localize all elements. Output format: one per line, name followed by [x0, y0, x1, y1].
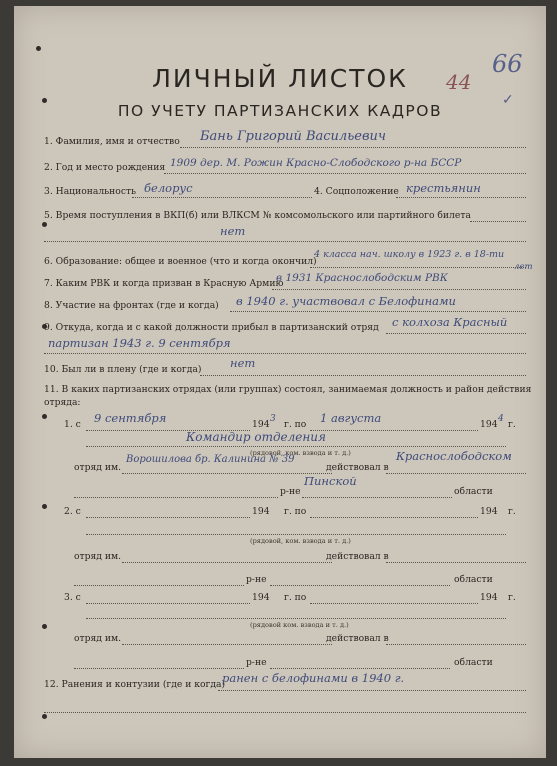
field-line [86, 517, 250, 518]
entry-year-prefix: 194 [480, 592, 498, 603]
entry-year-to: 4 [498, 414, 504, 424]
field-value-conscription: в 1931 Краснослободским РВК [276, 272, 448, 284]
archive-number: 66 [492, 50, 523, 78]
entry-separator: г. по [284, 506, 307, 517]
entry-region: Пинской [304, 474, 357, 488]
field-line [386, 562, 526, 563]
field-label-fronts: 8. Участие на фронтах (где и когда) [44, 300, 219, 311]
entry-oblast-label: области [454, 574, 493, 585]
entry-position: Командир отделения [186, 430, 326, 444]
punch-hole [42, 714, 47, 719]
field-label-birth: 2. Год и место рождения [44, 162, 166, 173]
field-value-party: нет [220, 224, 246, 238]
entry-unit-label: отряд им. [74, 633, 122, 644]
field-line [44, 353, 526, 354]
corner-mark: 44 [446, 70, 472, 94]
entry-year-prefix: 194 [480, 506, 498, 517]
entry-district: Краснослободском [396, 449, 512, 463]
field-line [122, 562, 332, 563]
field-line [122, 473, 332, 474]
entry-acted-label: действовал в [326, 633, 389, 644]
field-line [180, 147, 526, 148]
field-line [74, 668, 244, 669]
field-line [270, 668, 450, 669]
field-line [44, 712, 526, 713]
field-label-conscription: 7. Каким РВК и когда призван в Красную Армию [44, 278, 284, 289]
field-label-arrival: 9. Откуда, когда и с какой должности прибыл в партизанский отряд [44, 322, 379, 333]
field-line [386, 473, 526, 474]
punch-hole [42, 624, 47, 629]
entry-rayon-label: р-не [280, 486, 301, 497]
entry-from-date: 9 сентября [94, 411, 167, 425]
field-label-wounds: 12. Ранения и контузии (где и когда) [44, 679, 226, 690]
field-value-birth: 1909 дер. М. Рожин Красно-Слободского р-на БССР [170, 157, 462, 169]
field-label-social: 4. Соцположение [314, 186, 399, 197]
field-value-education-cont: лет [514, 262, 533, 272]
field-value-name: Бань Григорий Васильевич [200, 129, 387, 144]
entry-unit-label: отряд им. [74, 462, 122, 473]
entry-number: 1. с [64, 419, 81, 430]
field-line [86, 603, 250, 604]
entry-position-caption: (рядовой, ком. взвода и т. д.) [250, 537, 351, 545]
punch-hole [42, 222, 47, 227]
field-line [272, 289, 526, 290]
entry-year-prefix: 194 [252, 592, 270, 603]
entry-year-prefix: 194 [252, 506, 270, 517]
entry-number: 3. с [64, 592, 81, 603]
field-line [386, 644, 526, 645]
field-label-units: 11. В каких партизанских отрядах (или группах) состоял, занимаемая должность и район действия [44, 384, 532, 395]
field-line [74, 497, 278, 498]
document-page [14, 6, 546, 758]
entry-acted-label: действовал в [326, 551, 389, 562]
entry-separator: г. по [284, 592, 307, 603]
field-value-arrival: с колхоза Красный [392, 315, 508, 329]
field-label-name: 1. Фамилия, имя и отчество [44, 136, 180, 147]
field-label-captivity: 10. Был ли в плену (где и когда) [44, 364, 202, 375]
entry-year-suffix: г. [508, 592, 516, 603]
field-value-social: крестьянин [406, 181, 481, 195]
field-label-education: 6. Образование: общее и военное (что и когда окончил) [44, 256, 317, 267]
field-value-fronts: в 1940 г. участвовал с Белофинами [236, 294, 456, 308]
field-value-wounds: ранен с белофинами в 1940 г. [222, 671, 405, 685]
field-line [386, 333, 526, 334]
entry-oblast-label: области [454, 486, 493, 497]
field-line [470, 221, 526, 222]
field-line [310, 517, 478, 518]
field-line [396, 197, 526, 198]
document-subtitle: ПО УЧЕТУ ПАРТИЗАНСКИХ КАДРОВ [117, 102, 443, 120]
field-value-education: 4 класса нач. школу в 1923 г. в 18-ти [314, 249, 505, 260]
field-line [86, 618, 506, 619]
field-line [200, 375, 526, 376]
field-line [270, 585, 450, 586]
punch-hole [42, 504, 47, 509]
field-line [310, 267, 526, 268]
entry-rayon-label: р-не [246, 657, 267, 668]
punch-hole [42, 414, 47, 419]
field-line [86, 534, 506, 535]
field-value-captivity: нет [230, 356, 256, 370]
entry-position-caption: (рядовой ком. взвода и т. д.) [250, 621, 349, 629]
entry-number: 2. с [64, 506, 81, 517]
field-line [302, 497, 452, 498]
field-line [218, 690, 526, 691]
field-value-nationality: белорус [144, 181, 193, 195]
check-mark-icon: ✓ [502, 92, 514, 108]
field-line [310, 430, 478, 431]
entry-year-suffix: г. [508, 419, 516, 430]
entry-to-date: 1 августа [320, 411, 382, 425]
field-value-arrival-cont: партизан 1943 г. 9 сентября [48, 336, 231, 350]
field-label-units-cont: отряда: [44, 397, 81, 408]
field-line [310, 603, 478, 604]
field-line [44, 241, 526, 242]
field-label-nationality: 3. Национальность [44, 186, 137, 197]
field-line [164, 173, 526, 174]
entry-year-prefix: 194 [480, 419, 498, 430]
field-line [230, 311, 526, 312]
entry-year-from: 3 [270, 414, 276, 424]
field-line [74, 585, 244, 586]
entry-year-suffix: г. [508, 506, 516, 517]
entry-unit: Ворошилова бр. Калинина № 39 [126, 454, 295, 465]
field-line [122, 644, 332, 645]
entry-rayon-label: р-не [246, 574, 267, 585]
entry-position-caption: (рядовой, ком. взвода и т. д.) [250, 449, 351, 457]
field-label-party: 5. Время поступления в ВКП(б) или ВЛКСМ № комсомольского или партийного билета [44, 210, 471, 221]
entry-unit-label: отряд им. [74, 551, 122, 562]
entry-separator: г. по [284, 419, 307, 430]
entry-oblast-label: области [454, 657, 493, 668]
field-line [132, 197, 312, 198]
punch-hole [36, 46, 41, 51]
entry-acted-label: действовал в [326, 462, 389, 473]
entry-year-prefix: 194 [252, 419, 270, 430]
document-title: ЛИЧНЫЙ ЛИСТОК [152, 64, 408, 93]
field-line [86, 446, 506, 447]
